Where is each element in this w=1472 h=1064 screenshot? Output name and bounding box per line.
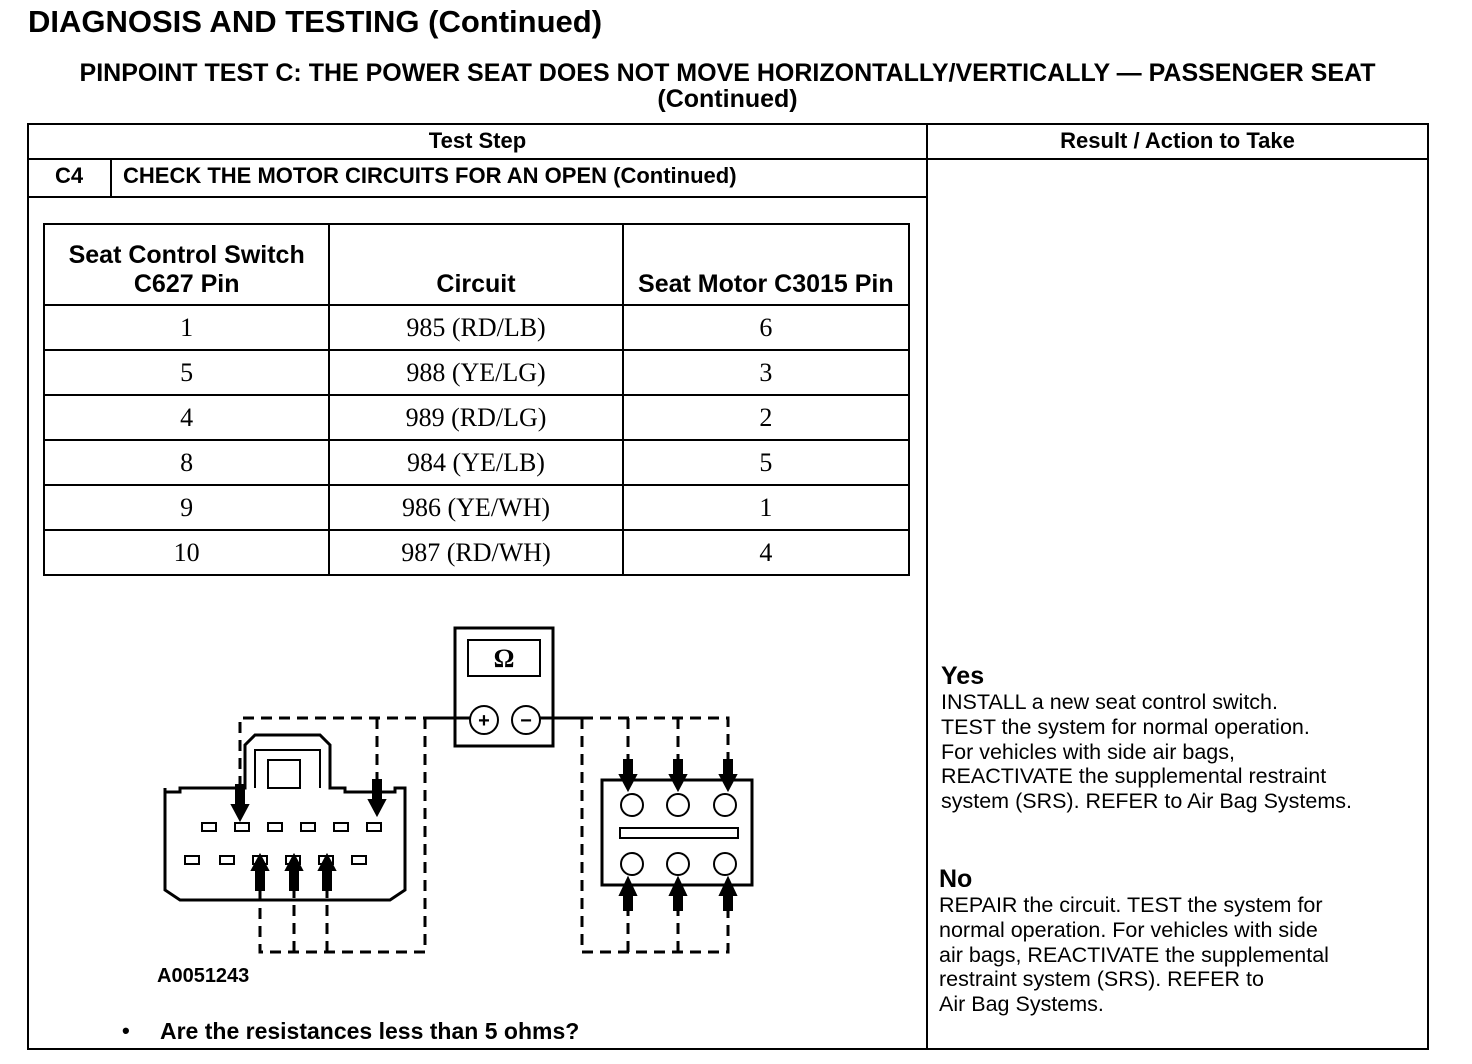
- table-row: [44, 395, 909, 440]
- table-row: [44, 350, 909, 395]
- table-row: [44, 440, 909, 485]
- ohmmeter-icon: [455, 628, 553, 746]
- page-title: DIAGNOSIS AND TESTING (Continued): [28, 4, 603, 39]
- switch-pin-cell: 4: [44, 395, 329, 440]
- outer-table-left-border: [27, 123, 29, 1050]
- header-circuit: Circuit: [329, 224, 622, 305]
- motor-pin-cell: 2: [623, 395, 909, 440]
- motor-connector-c3015-icon: [602, 780, 752, 885]
- motor-pin-cell: 3: [623, 350, 909, 395]
- svg-text:−: −: [520, 710, 532, 732]
- no-label: No: [939, 865, 973, 893]
- bullet-icon: •: [122, 1018, 130, 1043]
- motor-pin-cell: 1: [623, 485, 909, 530]
- circuit-cell: 985 (RD/LB): [329, 305, 622, 350]
- no-line: REPAIR the circuit. TEST the system for: [939, 893, 1323, 917]
- switch-pin-cell: 9: [44, 485, 329, 530]
- motor-probe-leads: [582, 718, 728, 952]
- switch-pin-cell: 1: [44, 305, 329, 350]
- table-row: [44, 530, 909, 575]
- figure-id: A0051243: [157, 965, 250, 987]
- table-row: [44, 305, 909, 350]
- step-title: CHECK THE MOTOR CIRCUITS FOR AN OPEN (Continued): [123, 163, 737, 188]
- pinpoint-test-subtitle: PINPOINT TEST C: THE POWER SEAT DOES NOT MOVE HORIZONTALLY/VERTICALLY — PASSENGER SEAT (Continued): [79, 59, 1376, 113]
- switch-upper-probe-leads: [240, 718, 425, 952]
- ohmmeter-connector-diagram: [150, 620, 770, 965]
- yes-line: INSTALL a new seat control switch.: [941, 690, 1278, 714]
- pin-circuit-table: [43, 223, 910, 576]
- pin-table-header-row: [44, 224, 909, 305]
- yes-line: TEST the system for normal operation.: [941, 714, 1310, 739]
- test-step-header: Test Step: [428, 128, 527, 153]
- motor-pin-cell: 5: [623, 440, 909, 485]
- outer-table-top-border: [27, 123, 1429, 125]
- header-motor-pin: Seat Motor C3015 Pin: [623, 224, 909, 305]
- switch-pin-cell: 5: [44, 350, 329, 395]
- result-action-header: Result / Action to Take: [1060, 128, 1295, 153]
- switch-pin-cell: 8: [44, 440, 329, 485]
- yes-line: REACTIVATE the supplemental restraint: [941, 764, 1327, 789]
- test-question: Are the resistances less than 5 ohms?: [160, 1018, 580, 1044]
- no-line: air bags, REACTIVATE the supplemental: [939, 942, 1329, 967]
- yes-label: Yes: [941, 662, 985, 690]
- no-line: restraint system (SRS). REFER to: [939, 967, 1264, 992]
- step-id: C4: [54, 163, 84, 188]
- switch-pin-cell: 10: [44, 530, 329, 575]
- yes-line: For vehicles with side air bags,: [941, 739, 1235, 764]
- step-row-divider: [27, 196, 928, 198]
- motor-pin-cell: 4: [623, 530, 909, 575]
- header-row-divider: [27, 158, 1429, 160]
- no-action-text: [939, 893, 1429, 1017]
- outer-table-bottom-border: [27, 1048, 1429, 1050]
- circuit-cell: 988 (YE/LG): [329, 350, 622, 395]
- circuit-cell: 984 (YE/LB): [329, 440, 622, 485]
- header-switch-pin: Seat Control Switch C627 Pin: [44, 224, 329, 305]
- circuit-cell: 987 (RD/WH): [329, 530, 622, 575]
- table-row: [44, 485, 909, 530]
- no-line: Air Bag Systems.: [939, 992, 1104, 1017]
- no-line: normal operation. For vehicles with side: [939, 917, 1318, 942]
- step-id-divider: [110, 158, 112, 198]
- yes-line: system (SRS). REFER to Air Bag Systems.: [941, 789, 1352, 814]
- switch-connector-c627-icon: [165, 735, 405, 900]
- column-divider: [926, 123, 928, 1050]
- circuit-cell: 989 (RD/LG): [329, 395, 622, 440]
- yes-action-text: [941, 690, 1431, 814]
- motor-pin-cell: 6: [623, 305, 909, 350]
- circuit-cell: 986 (YE/WH): [329, 485, 622, 530]
- ohm-symbol: Ω: [493, 644, 515, 673]
- svg-text:+: +: [478, 710, 490, 732]
